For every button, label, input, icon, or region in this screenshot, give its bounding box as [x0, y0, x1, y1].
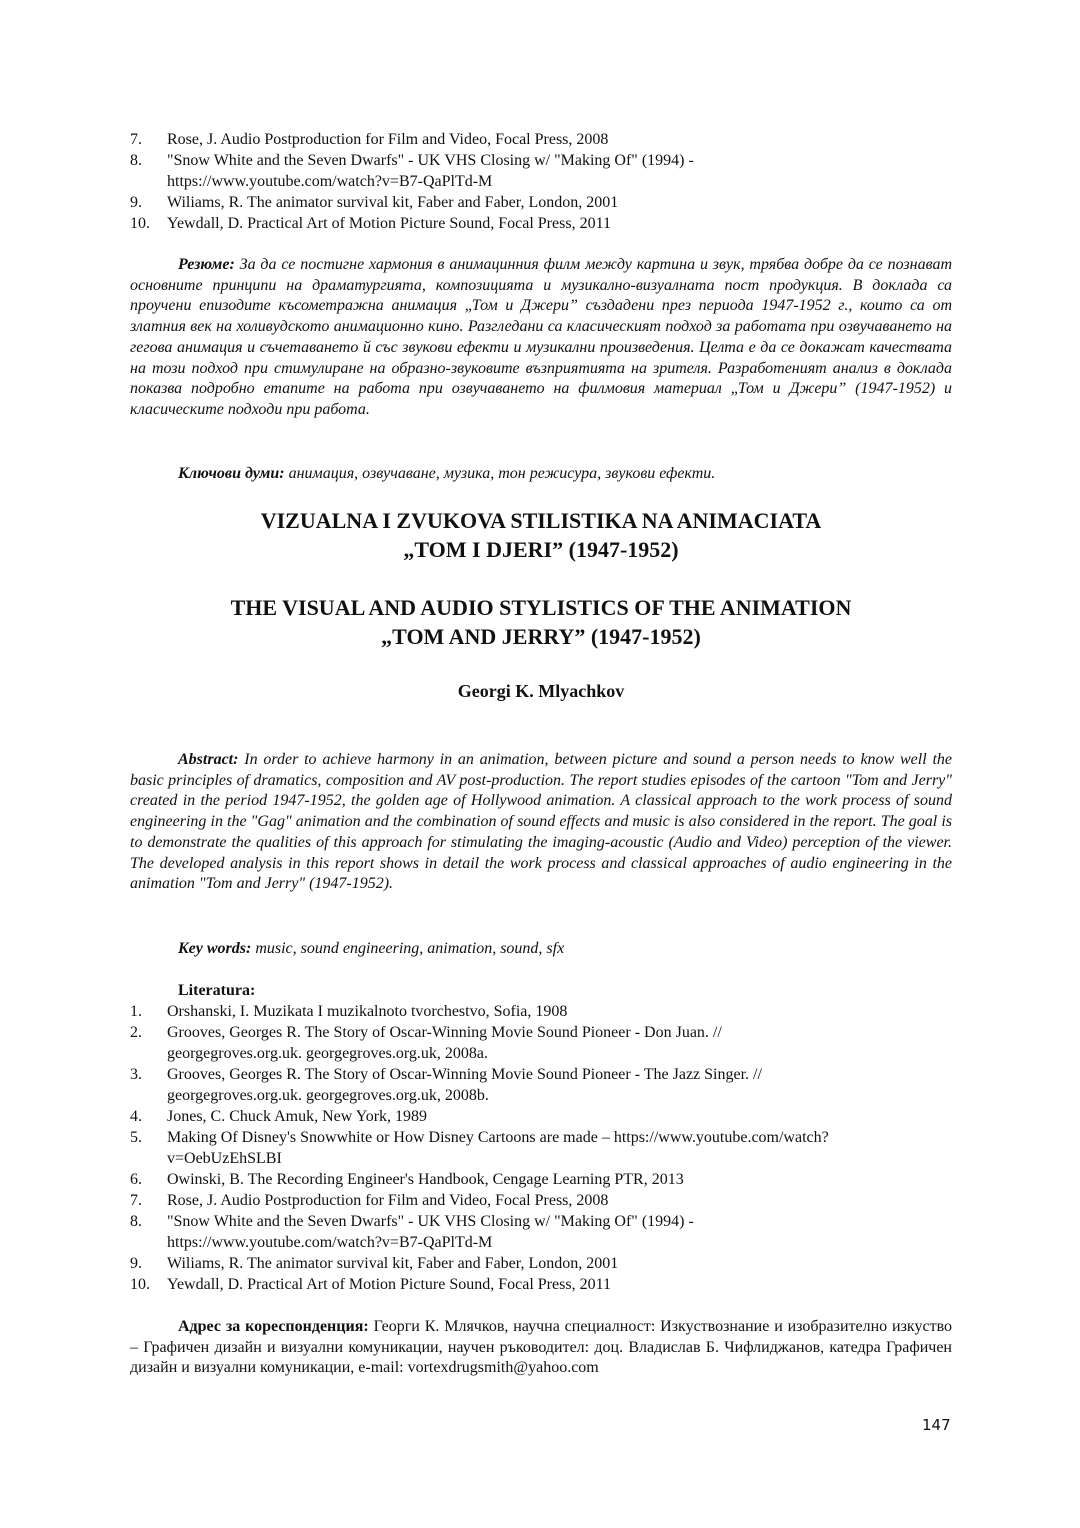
- reference-text: Making Of Disney's Snowwhite or How Disney Cartoons are made – https://www.youtube.com/watch?v=OebUzEhSLBI: [167, 1129, 829, 1167]
- title-en-line-2: „TOM AND JERRY” (1947-1952): [381, 624, 701, 649]
- keywords-bg: [130, 464, 952, 485]
- reference-number: 7.: [130, 1192, 142, 1209]
- reference-text: "Snow White and the Seven Dwarfs" - UK VHS Closing w/ "Making Of" (1994) - https://www.youtube.com/watch?v=B7-QaPlTd-M: [167, 1213, 694, 1251]
- reference-item: [130, 1274, 850, 1295]
- page-number: 147: [922, 1416, 951, 1434]
- keywords-en-label: Key words:: [178, 940, 252, 957]
- abstract-paragraph: [130, 750, 952, 895]
- reference-item: [130, 1169, 850, 1190]
- title-bg: [130, 506, 952, 564]
- reference-item: [130, 1127, 850, 1169]
- reference-item: [130, 150, 770, 192]
- reference-number: 6.: [130, 1171, 142, 1188]
- reference-item: [130, 1190, 850, 1211]
- reference-list-top: [130, 129, 770, 234]
- title-en-line-1: THE VISUAL AND AUDIO STYLISTICS OF THE ANIMATION: [230, 595, 852, 620]
- reference-text: "Snow White and the Seven Dwarfs" - UK VHS Closing w/ "Making Of" (1994) - https://www.youtube.com/watch?v=B7-QaPlTd-M: [167, 152, 694, 190]
- resume-paragraph: [130, 255, 952, 421]
- reference-number: 1.: [130, 1003, 142, 1020]
- reference-number: 5.: [130, 1129, 142, 1146]
- reference-text: Orshanski, I. Muzikata I muzikalnoto tvorchestvo, Sofia, 1908: [167, 1003, 568, 1020]
- resume-label: Резюме:: [178, 256, 235, 273]
- reference-text: Wiliams, R. The animator survival kit, Faber and Faber, London, 2001: [167, 1255, 619, 1272]
- address-text: Георги К. Млячков, научна специалност: Изкуствознание и изобразително изкуство – Графичен дизайн и визуални комуникации, научен ръководител: доц. Владислав Б. Чифлиджанов, катедра Графичен дизайн и визуални комуникации, e-mail: vortexdrugsmith@yahoo.com: [130, 1318, 953, 1377]
- reference-number: 3.: [130, 1066, 142, 1083]
- reference-item: [130, 1001, 850, 1022]
- reference-text: Rose, J. Audio Postproduction for Film and Video, Focal Press, 2008: [167, 1192, 609, 1209]
- correspondence-address: [130, 1317, 952, 1379]
- reference-number: 8.: [130, 152, 142, 169]
- abstract-text: In order to achieve harmony in an animation, between picture and sound a person needs to know well the basic principles of dramatics, composition and AV post-production. The report studies episodes of the cartoon "Tom and Jerry" created in the period 1947-1952, the golden age of Hollywood animation. A classical approach to the work process of sound engineering in the "Gag" animation and the combination of sound effects and music is also considered in the report. The goal is to demonstrate the qualities of this approach for stimulating the imaging-acoustic (Audio and Video) perception of the viewer. The developed analysis in this report shows in detail the work process and classical approaches of audio engineering in the animation "Tom and Jerry" (1947-1952).: [130, 751, 952, 893]
- abstract-label: Abstract:: [178, 751, 239, 768]
- title-bg-line-2: „TOM I DJERI” (1947-1952): [403, 537, 679, 562]
- keywords-bg-text: анимация, озвучаване, музика, тон режисура, звукови ефекти.: [284, 465, 716, 482]
- title-bg-line-1: VIZUALNA I ZVUKOVA STILISTIKA NA ANIMACIATA: [260, 508, 822, 533]
- literatura-heading: Literatura:: [178, 982, 256, 999]
- reference-list: [130, 1001, 850, 1295]
- reference-number: 4.: [130, 1108, 142, 1125]
- keywords-en-text: music, sound engineering, animation, sound, sfx: [251, 940, 565, 957]
- resume-text: За да се постигне хармония в анимацинния филм между картина и звук, трябва добре да се познават основните принципи на драматургията, композицията и музикално-визуалната пост продукция. В доклада са проучени епизодите късометражна анимация „Том и Джери” създадени през периода 1947-1952 г., които са от златния век на холивудското анимационно кино. Разгледани са класическият подход за работата при озвучаването на гегова анимация и съчетаването й със звукови ефекти и музикални произведения. Целта е да се докажат качествата на този подход при стимулиране на образно-звуковите възприятията на зрителя. Разработеният анализ в доклада показва подробно етапите на работа при озвучаването на филмовия материал „Том и Джери” (1947-1952) и класическите подходи при работа.: [130, 256, 952, 418]
- reference-number: 7.: [130, 131, 142, 148]
- address-label: Адрес за кореспонденция:: [178, 1318, 369, 1335]
- keywords-bg-label: Ключови думи:: [178, 465, 285, 482]
- reference-text: Grooves, Georges R. The Story of Oscar-Winning Movie Sound Pioneer - Don Juan. // georgegroves.org.uk. georgegroves.org.uk, 2008a.: [167, 1024, 722, 1062]
- reference-text: Wiliams, R. The animator survival kit, Faber and Faber, London, 2001: [167, 194, 619, 211]
- reference-text: Yewdall, D. Practical Art of Motion Picture Sound, Focal Press, 2011: [167, 215, 611, 232]
- reference-item: [130, 192, 770, 213]
- author-name: Georgi K. Mlyachkov: [457, 681, 625, 701]
- reference-text: Owinski, B. The Recording Engineer's Handbook, Cengage Learning PTR, 2013: [167, 1171, 684, 1188]
- reference-item: [130, 1022, 850, 1064]
- reference-item: [130, 1106, 850, 1127]
- reference-number: 9.: [130, 194, 142, 211]
- reference-number: 2.: [130, 1024, 142, 1041]
- title-en: [130, 593, 952, 651]
- reference-item: [130, 1064, 850, 1106]
- keywords-en: [130, 939, 952, 960]
- reference-text: Rose, J. Audio Postproduction for Film and Video, Focal Press, 2008: [167, 131, 609, 148]
- reference-item: [130, 1253, 850, 1274]
- reference-number: 10.: [130, 215, 150, 232]
- reference-number: 10.: [130, 1276, 150, 1293]
- reference-item: [130, 129, 770, 150]
- reference-text: Jones, C. Chuck Amuk, New York, 1989: [167, 1108, 428, 1125]
- reference-item: [130, 213, 770, 234]
- reference-text: Yewdall, D. Practical Art of Motion Picture Sound, Focal Press, 2011: [167, 1276, 611, 1293]
- reference-text: Grooves, Georges R. The Story of Oscar-Winning Movie Sound Pioneer - The Jazz Singer. // georgegroves.org.uk. georgegroves.org.uk, 2008b.: [167, 1066, 762, 1104]
- reference-number: 8.: [130, 1213, 142, 1230]
- reference-number: 9.: [130, 1255, 142, 1272]
- reference-item: [130, 1211, 850, 1253]
